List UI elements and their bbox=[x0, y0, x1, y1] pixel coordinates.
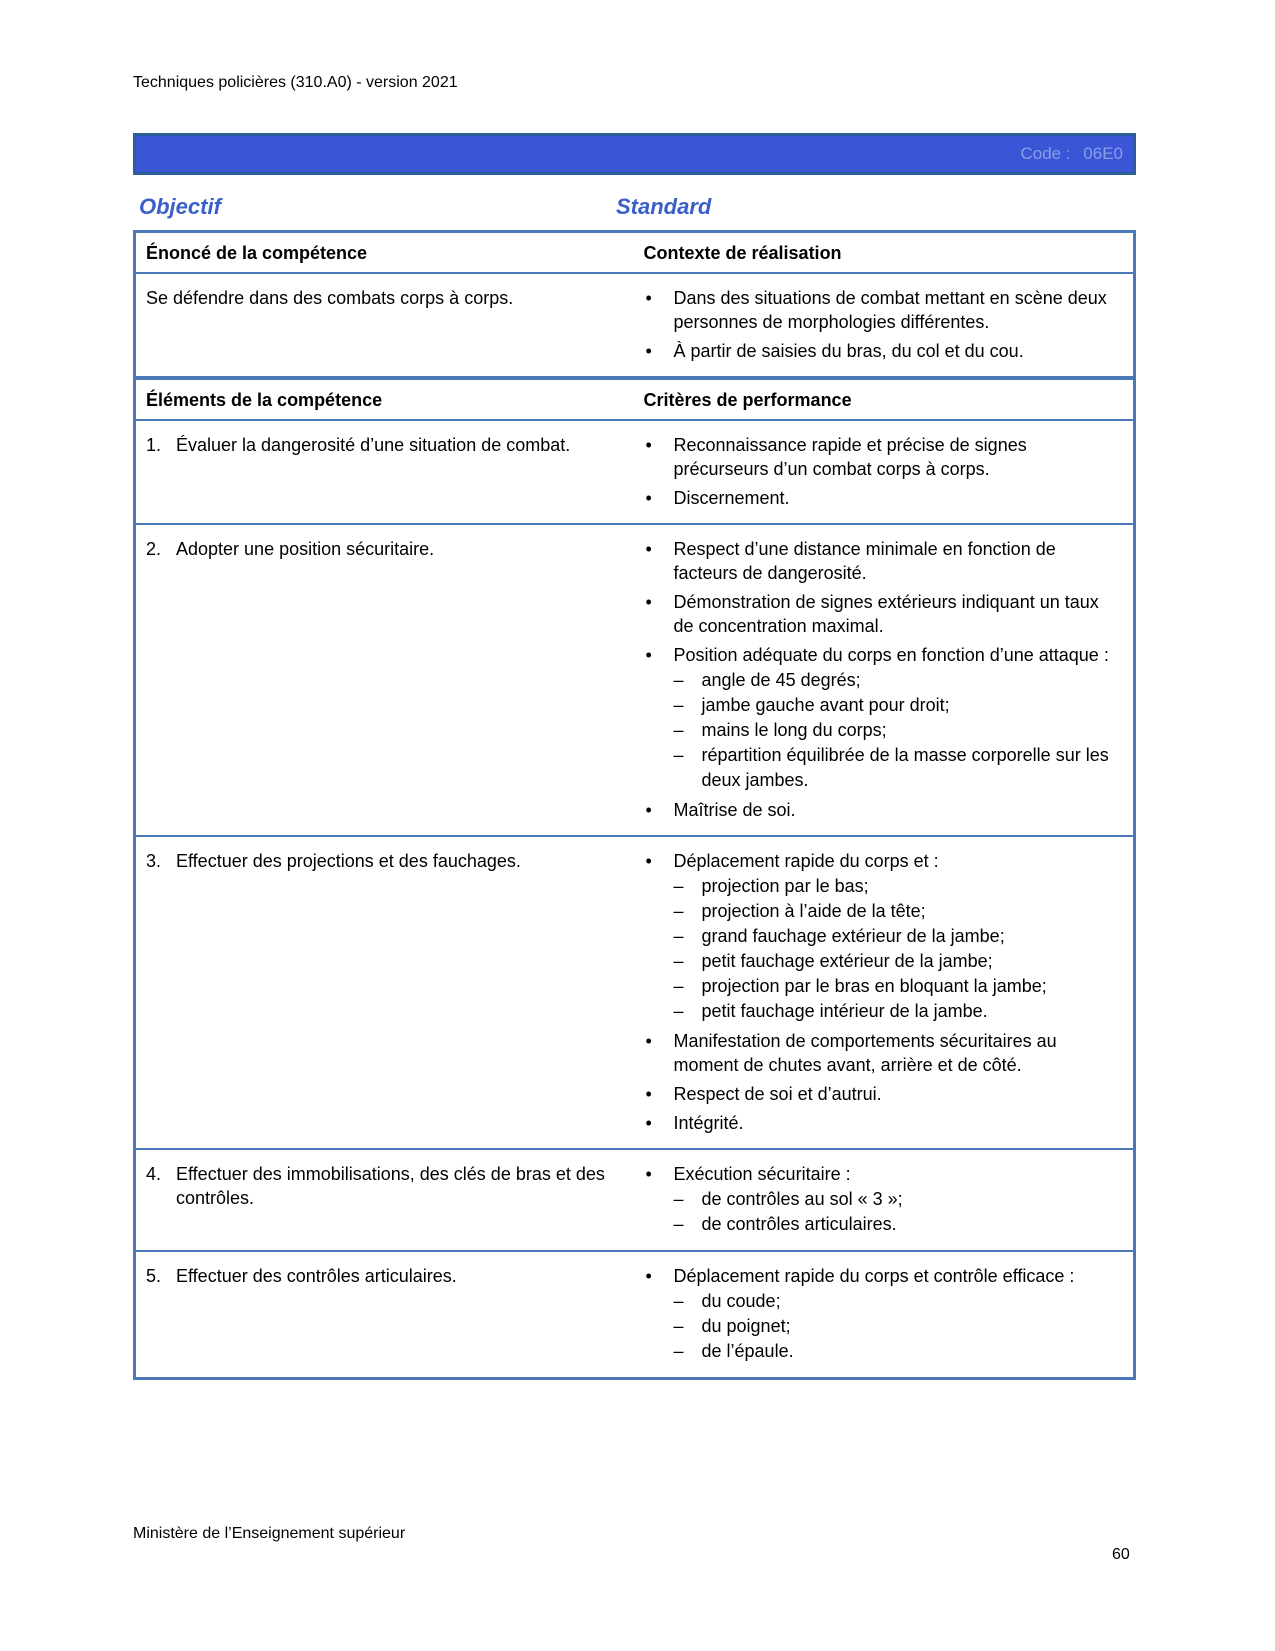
competency-title-bar bbox=[133, 133, 1136, 175]
competence-table bbox=[133, 230, 1136, 379]
criterion-text: Démonstration de signes extérieurs indiquant un taux de concentration maximal. bbox=[673, 592, 1099, 636]
criterion-text: Position adéquate du corps en fonction d’une attaque : bbox=[673, 645, 1109, 665]
table-row bbox=[135, 1149, 1135, 1251]
table-row bbox=[135, 1251, 1135, 1379]
criteria-list bbox=[644, 1162, 1124, 1237]
competence-element bbox=[146, 1162, 624, 1210]
sub-list-item: – de l’épaule. bbox=[674, 1339, 1124, 1364]
sub-criteria-list bbox=[674, 874, 1124, 1024]
table-row bbox=[135, 524, 1135, 836]
code-value: 06E0 bbox=[1083, 144, 1123, 163]
objective-heading: Objectif bbox=[139, 194, 221, 219]
competence-statement: Se défendre dans des combats corps à corps. bbox=[146, 288, 514, 308]
list-item: • Dans des situations de combat mettant en scène deux personnes de morphologies différentes. bbox=[644, 286, 1124, 334]
criterion-text: Exécution sécuritaire : bbox=[673, 1164, 851, 1184]
list-item bbox=[644, 849, 1124, 1024]
footer-ministry: Ministère de l’Enseignement supérieur bbox=[133, 1525, 406, 1542]
sub-list-item: – du poignet; bbox=[674, 1314, 1124, 1339]
list-item bbox=[644, 1111, 1124, 1135]
list-item bbox=[644, 798, 1124, 822]
sub-list-item: – répartition équilibrée de la masse corporelle sur les deux jambes. bbox=[674, 743, 1124, 793]
competence-element bbox=[146, 849, 624, 873]
list-item bbox=[644, 1082, 1124, 1106]
competence-element bbox=[146, 433, 624, 457]
code-label: Code : bbox=[1020, 144, 1071, 163]
sub-criteria-list bbox=[674, 1187, 1124, 1237]
elements-table bbox=[133, 377, 1136, 1380]
criterion-text: Discernement. bbox=[673, 488, 790, 508]
sub-criteria-list bbox=[674, 668, 1124, 793]
sub-list-item: – grand fauchage extérieur de la jambe; bbox=[674, 924, 1124, 949]
list-item bbox=[644, 433, 1124, 481]
sub-list-item: – de contrôles au sol « 3 »; bbox=[674, 1187, 1124, 1212]
sub-list-item: – petit fauchage intérieur de la jambe. bbox=[674, 999, 1124, 1024]
list-item bbox=[644, 590, 1124, 638]
criterion-text: Maîtrise de soi. bbox=[673, 800, 796, 820]
element-number: 4. bbox=[146, 1164, 162, 1184]
standard-heading: Standard bbox=[616, 194, 712, 219]
competency-code bbox=[1012, 144, 1123, 164]
list-item bbox=[644, 643, 1124, 793]
element-text: Évaluer la dangerosité d’une situation de combat. bbox=[176, 435, 571, 455]
element-number: 3. bbox=[146, 851, 162, 871]
table-row bbox=[135, 420, 1135, 524]
criterion-text: Respect de soi et d’autrui. bbox=[673, 1084, 882, 1104]
sub-list-item: – projection par le bras en bloquant la jambe; bbox=[674, 974, 1124, 999]
element-text: Effectuer des immobilisations, des clés de bras et des contrôles. bbox=[176, 1164, 605, 1208]
competence-element bbox=[146, 537, 624, 561]
list-item bbox=[644, 1264, 1124, 1364]
list-item bbox=[644, 486, 1124, 510]
criterion-text: Déplacement rapide du corps et : bbox=[673, 851, 939, 871]
context-header: Contexte de réalisation bbox=[634, 232, 1135, 274]
criterion-text: Manifestation de comportements sécuritaires au moment de chutes avant, arrière et de côté. bbox=[673, 1031, 1057, 1075]
element-number: 2. bbox=[146, 539, 162, 559]
criterion-text: Déplacement rapide du corps et contrôle efficace : bbox=[673, 1266, 1075, 1286]
sub-list-item: – petit fauchage extérieur de la jambe; bbox=[674, 949, 1124, 974]
table-row bbox=[135, 836, 1135, 1149]
element-text: Effectuer des projections et des fauchages. bbox=[176, 851, 521, 871]
sub-list-item: – jambe gauche avant pour droit; bbox=[674, 693, 1124, 718]
sub-list-item: – de contrôles articulaires. bbox=[674, 1212, 1124, 1237]
sub-list-item: – du coude; bbox=[674, 1289, 1124, 1314]
competence-element bbox=[146, 1264, 624, 1288]
criteria-list bbox=[644, 849, 1124, 1135]
statement-header: Énoncé de la compétence bbox=[135, 232, 634, 274]
element-number: 1. bbox=[146, 435, 162, 455]
sub-list-item: – angle de 45 degrés; bbox=[674, 668, 1124, 693]
criteria-header: Critères de performance bbox=[634, 379, 1135, 421]
document-header: Techniques policières (310.A0) - version 2021 bbox=[133, 74, 458, 91]
list-item bbox=[644, 537, 1124, 585]
criteria-list bbox=[644, 1264, 1124, 1364]
sub-list-item: – projection par le bas; bbox=[674, 874, 1124, 899]
element-number: 5. bbox=[146, 1266, 162, 1286]
list-item: • À partir de saisies du bras, du col et du cou. bbox=[644, 339, 1124, 363]
element-text: Adopter une position sécuritaire. bbox=[176, 539, 435, 559]
sub-list-item: – mains le long du corps; bbox=[674, 718, 1124, 743]
element-text: Effectuer des contrôles articulaires. bbox=[176, 1266, 457, 1286]
criterion-text: Intégrité. bbox=[673, 1113, 744, 1133]
list-item bbox=[644, 1029, 1124, 1077]
list-item bbox=[644, 1162, 1124, 1237]
sub-criteria-list bbox=[674, 1289, 1124, 1364]
criterion-text: Respect d’une distance minimale en fonction de facteurs de dangerosité. bbox=[673, 539, 1056, 583]
page-number: 60 bbox=[1112, 1546, 1130, 1563]
criteria-list bbox=[644, 433, 1124, 510]
elements-header: Éléments de la compétence bbox=[135, 379, 634, 421]
sub-list-item: – projection à l’aide de la tête; bbox=[674, 899, 1124, 924]
criterion-text: Reconnaissance rapide et précise de signes précurseurs d’un combat corps à corps. bbox=[673, 435, 1027, 479]
criteria-list bbox=[644, 537, 1124, 822]
context-list bbox=[644, 286, 1124, 363]
